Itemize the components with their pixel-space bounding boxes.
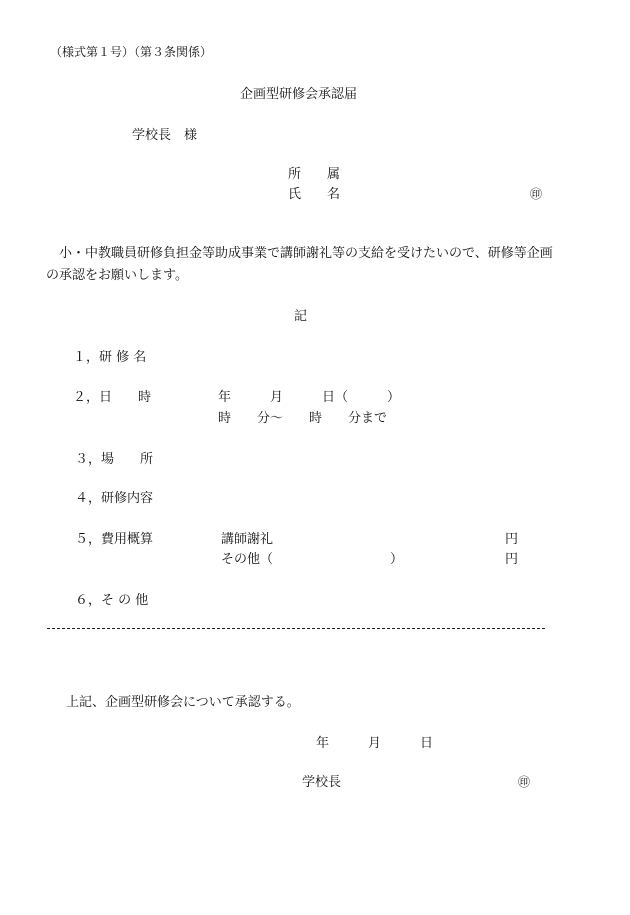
applicant-seal-icon: ㊞ <box>529 187 542 201</box>
item-5-lecturer-fee-label: 講師謝礼 <box>221 532 274 547</box>
name-label: 氏 名 <box>288 187 341 202</box>
approval-date: 年 月 日 <box>316 736 434 751</box>
item-2-date-label: ２，日 時 <box>73 390 152 405</box>
item-5-other-unit: 円 <box>505 552 519 567</box>
addressee: 学校長 様 <box>132 128 198 143</box>
principal-seal-icon: ㊞ <box>517 775 530 789</box>
item-2-date-line: 年 月 日（ ） <box>218 390 401 405</box>
item-1-training-name: １，研 修 名 <box>73 350 147 365</box>
item-3-place: ３，場 所 <box>75 452 154 467</box>
form-number: （様式第１号）（第３条関係） <box>50 45 213 59</box>
document-title: 企画型研修会承認届 <box>240 87 358 102</box>
item-2-time-line: 時 分～ 時 分まで <box>218 411 388 426</box>
item-5-lecturer-fee-unit: 円 <box>505 532 519 547</box>
item-5-other-label: その他（ ） <box>221 552 404 567</box>
approval-text: 上記、企画型研修会について承認する。 <box>66 695 300 710</box>
request-body-text: 小・中教職員研修負担金等助成事業で講師謝礼等の支給を受けたいので、研修等企画の承認をお願いします。 <box>46 246 553 283</box>
item-5-cost-label: ５，費用概算 <box>75 532 154 547</box>
affiliation-label: 所 属 <box>288 167 341 182</box>
item-4-content: ４，研修内容 <box>75 491 154 506</box>
principal-label: 学校長 <box>302 775 342 790</box>
cut-line-divider <box>47 628 545 629</box>
item-6-other: ６，そ の 他 <box>75 593 149 608</box>
ki-heading: 記 <box>294 309 308 324</box>
